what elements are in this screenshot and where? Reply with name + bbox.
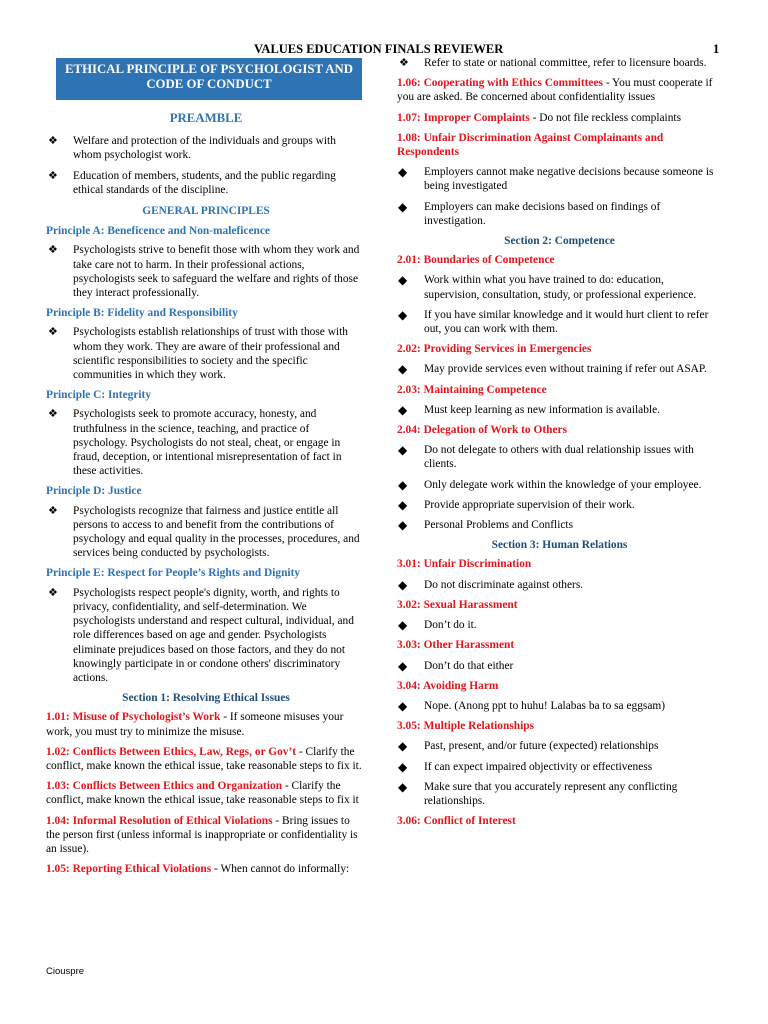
diamond-star-bullet-icon: ❖	[48, 244, 58, 257]
diamond-bullet-icon: ◆	[398, 618, 408, 633]
diamond-star-bullet-icon: ❖	[48, 504, 58, 517]
list-item: ◆ Don’t do it.	[398, 618, 477, 633]
section-item: 1.08: Unfair Discrimination Against Complainants and Respondents	[397, 131, 664, 159]
section-item-title: 2.02: Providing Services in Emergencies	[397, 343, 592, 356]
diamond-star-bullet-icon: ❖	[48, 326, 58, 339]
principle-a-title: Principle A: Beneficence and Non-maleficence	[46, 225, 270, 238]
section-item: 1.05: Reporting Ethical Violations - When cannot do informally:	[46, 863, 350, 876]
diamond-bullet-icon: ◆	[398, 165, 408, 180]
list-item: ❖ Education of members, students, and the public regarding ethical standards of the discipline.	[48, 169, 336, 196]
list-item: ❖ Psychologists strive to benefit those with whom they work and take care not to harm. In their professional actions, psychologists seek to safeguard the welfare and rights of those they interact professionally.	[48, 244, 360, 300]
section-3-heading: Section 3: Human Relations	[491, 539, 628, 552]
diamond-bullet-icon: ◆	[398, 477, 408, 492]
list-item: ◆ If you have similar knowledge and it would hurt client to refer out, you can work with them.	[398, 307, 709, 336]
diamond-bullet-icon: ◆	[398, 402, 408, 417]
list-item: ◆ Make sure that you accurately represent any conflicting relationships.	[398, 779, 678, 807]
diamond-bullet-icon: ◆	[398, 739, 408, 754]
list-item: ❖ Refer to state or national committee, refer to licensure boards.	[399, 57, 707, 69]
section-item-title: 3.06: Conflict of Interest	[397, 815, 516, 828]
list-item: ❖ Psychologists respect people's dignity, worth, and rights to privacy, confidentiality, and self-determination. We psychologists understand and respect cultural, individual, and role differences based on age and gender. Psychologists eliminate prejudices based on those factors, and they do not knowingly participate in or condone others' discriminatory actions.	[48, 586, 354, 684]
list-item: ◆ Employers cannot make negative decisions because someone is being investigated	[398, 165, 714, 193]
diamond-bullet-icon: ◆	[398, 362, 408, 377]
diamond-bullet-icon: ◆	[398, 698, 408, 713]
principle-d-title: Principle D: Justice	[46, 485, 142, 498]
list-item: ◆ May provide services even without training if refer out ASAP.	[398, 362, 707, 377]
section-item-title: 2.01: Boundaries of Competence	[397, 254, 555, 267]
section-item: 1.06: Cooperating with Ethics Committees - You must cooperate if you are asked. Be concerned about confidentiality issues	[397, 77, 713, 104]
document-title: VALUES EDUCATION FINALS REVIEWER	[254, 42, 504, 56]
diamond-bullet-icon: ◆	[398, 199, 408, 214]
section-item: 1.01: Misuse of Psychologist’s Work - If someone misuses your work, you must try to minimize the misuse.	[46, 711, 344, 738]
list-item: ◆ Only delegate work within the knowledge of your employee.	[398, 477, 702, 492]
diamond-bullet-icon: ◆	[398, 577, 408, 592]
list-item: ◆ Don’t do that either	[398, 658, 514, 673]
section-item: 1.07: Improper Complaints - Do not file reckless complaints	[397, 111, 682, 124]
list-item: ◆ Past, present, and/or future (expected) relationships	[398, 739, 659, 754]
diamond-star-bullet-icon: ❖	[48, 169, 58, 182]
section-item-title: 3.04: Avoiding Harm	[397, 679, 499, 692]
page-number: 1	[713, 42, 720, 56]
section-item: 1.04: Informal Resolution of Ethical Violations - Bring issues to the person first (unless informal is inappropriate or confidentiality is an issue).	[46, 814, 358, 855]
section-item: 1.02: Conflicts Between Ethics, Law, Regs, or Gov’t - Clarify the conflict, make known the ethical issue, take reasonable steps to fix it.	[46, 745, 362, 772]
list-item: ◆ Provide appropriate supervision of their work.	[398, 497, 635, 512]
section-item-title: 3.01: Unfair Discrimination	[397, 558, 532, 571]
section-item-title: 3.05: Multiple Relationships	[397, 720, 535, 733]
diamond-star-bullet-icon: ❖	[48, 408, 58, 421]
section-item: 1.03: Conflicts Between Ethics and Organization - Clarify the conflict, make known the ethical issue, take reasonable steps to fix it	[46, 780, 359, 807]
diamond-bullet-icon: ◆	[398, 759, 408, 774]
diamond-star-bullet-icon: ❖	[48, 135, 58, 148]
section-item-title: 2.03: Maintaining Competence	[397, 383, 547, 396]
diamond-bullet-icon: ◆	[398, 658, 408, 673]
principle-c-title: Principle C: Integrity	[46, 389, 152, 402]
diamond-star-bullet-icon: ❖	[399, 57, 409, 69]
principle-b-title: Principle B: Fidelity and Responsibility	[46, 307, 238, 320]
section-1-heading: Section 1: Resolving Ethical Issues	[122, 692, 290, 705]
section-item-title: 3.02: Sexual Harassment	[397, 598, 518, 611]
list-item: ◆ If can expect impaired objectivity or effectiveness	[398, 759, 653, 774]
right-column	[397, 56, 722, 834]
list-item: ◆ Work within what you have trained to do: education, supervision, consultation, study, or professional experience.	[398, 273, 697, 301]
footer-watermark: Ciouspre	[46, 966, 85, 977]
list-item: ◆ Personal Problems and Conflicts	[398, 518, 574, 533]
diamond-bullet-icon: ◆	[398, 518, 408, 533]
section-item-title: 2.04: Delegation of Work to Others	[397, 424, 567, 437]
diamond-star-bullet-icon: ❖	[48, 586, 58, 599]
list-item: ❖ Psychologists establish relationships of trust with those with whom they work. They are aware of their professional and scientific responsibilities to society and the specific communities in which they work.	[48, 326, 348, 382]
diamond-bullet-icon: ◆	[398, 273, 408, 288]
list-item: ◆ Must keep learning as new information is available.	[398, 402, 660, 417]
preamble-heading: PREAMBLE	[169, 111, 243, 125]
general-principles-heading: GENERAL PRINCIPLES	[142, 205, 270, 218]
principle-e-title: Principle E: Respect for People’s Rights and Dignity	[46, 567, 301, 580]
diamond-bullet-icon: ◆	[398, 779, 408, 794]
list-item: ❖ Psychologists recognize that fairness and justice entitle all persons to access to and benefit from the contributions of psychology and equal quality in the processes, procedures, and services being conducted by psychologists.	[48, 504, 360, 560]
title-box: ETHICAL PRINCIPLE OF PSYCHOLOGIST AND CODE OF CONDUCT	[56, 58, 362, 100]
diamond-bullet-icon: ◆	[398, 497, 408, 512]
list-item: ◆ Nope. (Anong ppt to huhu! Lalabas ba to sa eggsam)	[398, 698, 666, 713]
list-item: ◆ Do not delegate to others with dual relationship issues with clients.	[398, 443, 694, 471]
section-item-title: 3.03: Other Harassment	[397, 639, 515, 652]
diamond-bullet-icon: ◆	[398, 443, 408, 458]
list-item: ❖ Psychologists seek to promote accuracy, honesty, and truthfulness in the science, teaching, and practice of psychology. Psychologists do not steal, cheat, or engage in fraud, deception, or intentional misrepresentation of fact in these activities.	[48, 408, 342, 478]
list-item: ◆ Employers can make decisions based on findings of investigation.	[398, 199, 661, 227]
list-item: ◆ Do not discriminate against others.	[398, 577, 584, 592]
diamond-bullet-icon: ◆	[398, 307, 408, 322]
list-item: ❖ Welfare and protection of the individuals and groups with whom psychologist work.	[48, 135, 336, 162]
left-column	[46, 58, 366, 882]
section-2-heading: Section 2: Competence	[504, 235, 615, 248]
